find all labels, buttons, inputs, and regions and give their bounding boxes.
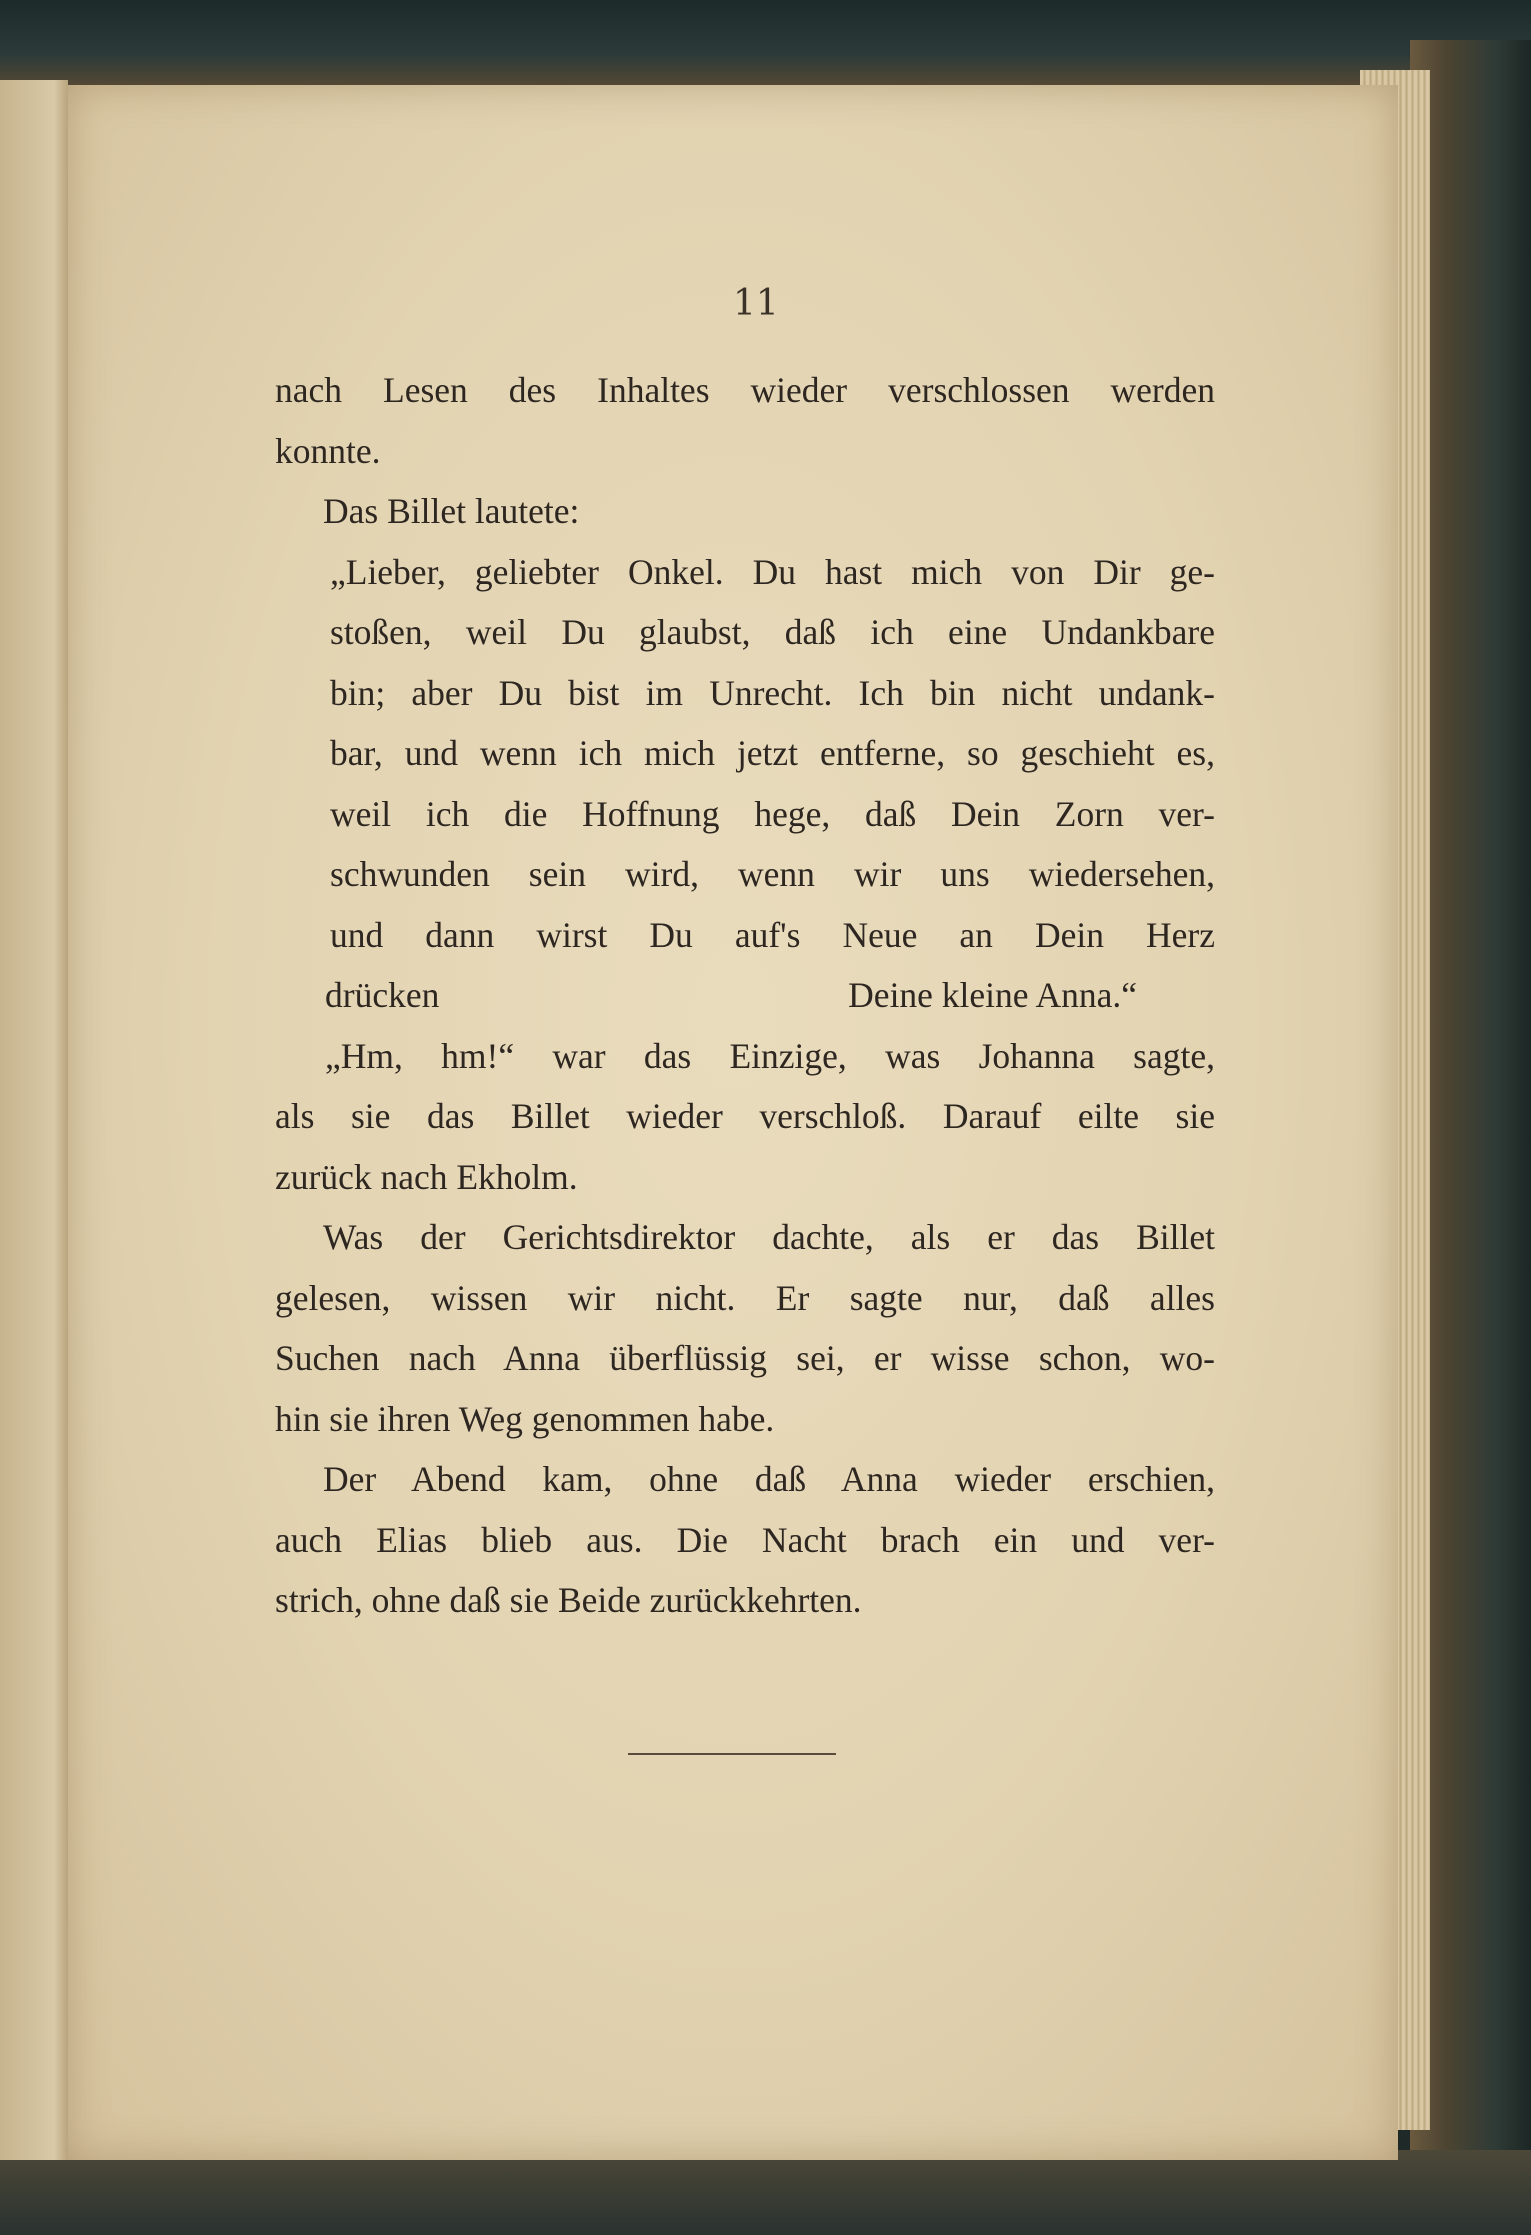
section-divider bbox=[628, 1753, 836, 1755]
text-line: strich, ohne daß sie Beide zurückkehrten. bbox=[275, 1580, 862, 1620]
text-line: und dann wirst Du auf's Neue an Dein Herz bbox=[330, 914, 1215, 955]
text-line: nach Lesen des Inhaltes wieder verschlossen werden bbox=[275, 370, 1215, 410]
page-number: 11 bbox=[733, 283, 779, 324]
text-line: Der Abend kam, ohne daß Anna wieder erschien, bbox=[323, 1459, 1215, 1499]
signature-line bbox=[275, 965, 1215, 1026]
text-line: bar, und wenn ich mich jetzt entferne, so geschieht es, bbox=[330, 733, 1215, 773]
text-line: schwunden sein wird, wenn wir uns wiedersehen, bbox=[330, 854, 1215, 894]
text-line: Suchen nach Anna überflüssig sei, er wisse schon, wo- bbox=[275, 1338, 1215, 1378]
book-top-edge bbox=[0, 0, 1531, 90]
page-text bbox=[275, 360, 1215, 1631]
text-line: bin; aber Du bist im Unrecht. Ich bin nicht undank- bbox=[330, 672, 1215, 713]
text-line: Das Billet lautete: bbox=[323, 491, 580, 531]
text-line: konnte. bbox=[275, 430, 381, 471]
text-line: stoßen, weil Du glaubst, daß ich eine Undankbare bbox=[330, 612, 1215, 652]
text-line: „Hm, hm!“ war das Einzige, was Johanna sagte, bbox=[325, 1035, 1215, 1076]
left-page-edge bbox=[0, 80, 68, 2160]
signature-left: drücken bbox=[325, 975, 440, 1015]
text-line: gelesen, wissen wir nicht. Er sagte nur, daß alles bbox=[275, 1277, 1215, 1318]
text-line: weil ich die Hoffnung hege, daß Dein Zorn ver- bbox=[330, 793, 1215, 834]
text-line: Was der Gerichtsdirektor dachte, als er das Billet bbox=[323, 1217, 1215, 1257]
signature-right: Deine kleine Anna.“ bbox=[848, 975, 1137, 1015]
text-line: zurück nach Ekholm. bbox=[275, 1156, 578, 1197]
text-line: auch Elias blieb aus. Die Nacht brach ein und ver- bbox=[275, 1519, 1215, 1560]
text-line: „Lieber, geliebter Onkel. Du hast mich von Dir ge- bbox=[330, 551, 1215, 592]
text-line: als sie das Billet wieder verschloß. Darauf eilte sie bbox=[275, 1096, 1215, 1136]
book-bottom-edge bbox=[0, 2150, 1531, 2235]
text-line: hin sie ihren Weg genommen habe. bbox=[275, 1398, 775, 1439]
